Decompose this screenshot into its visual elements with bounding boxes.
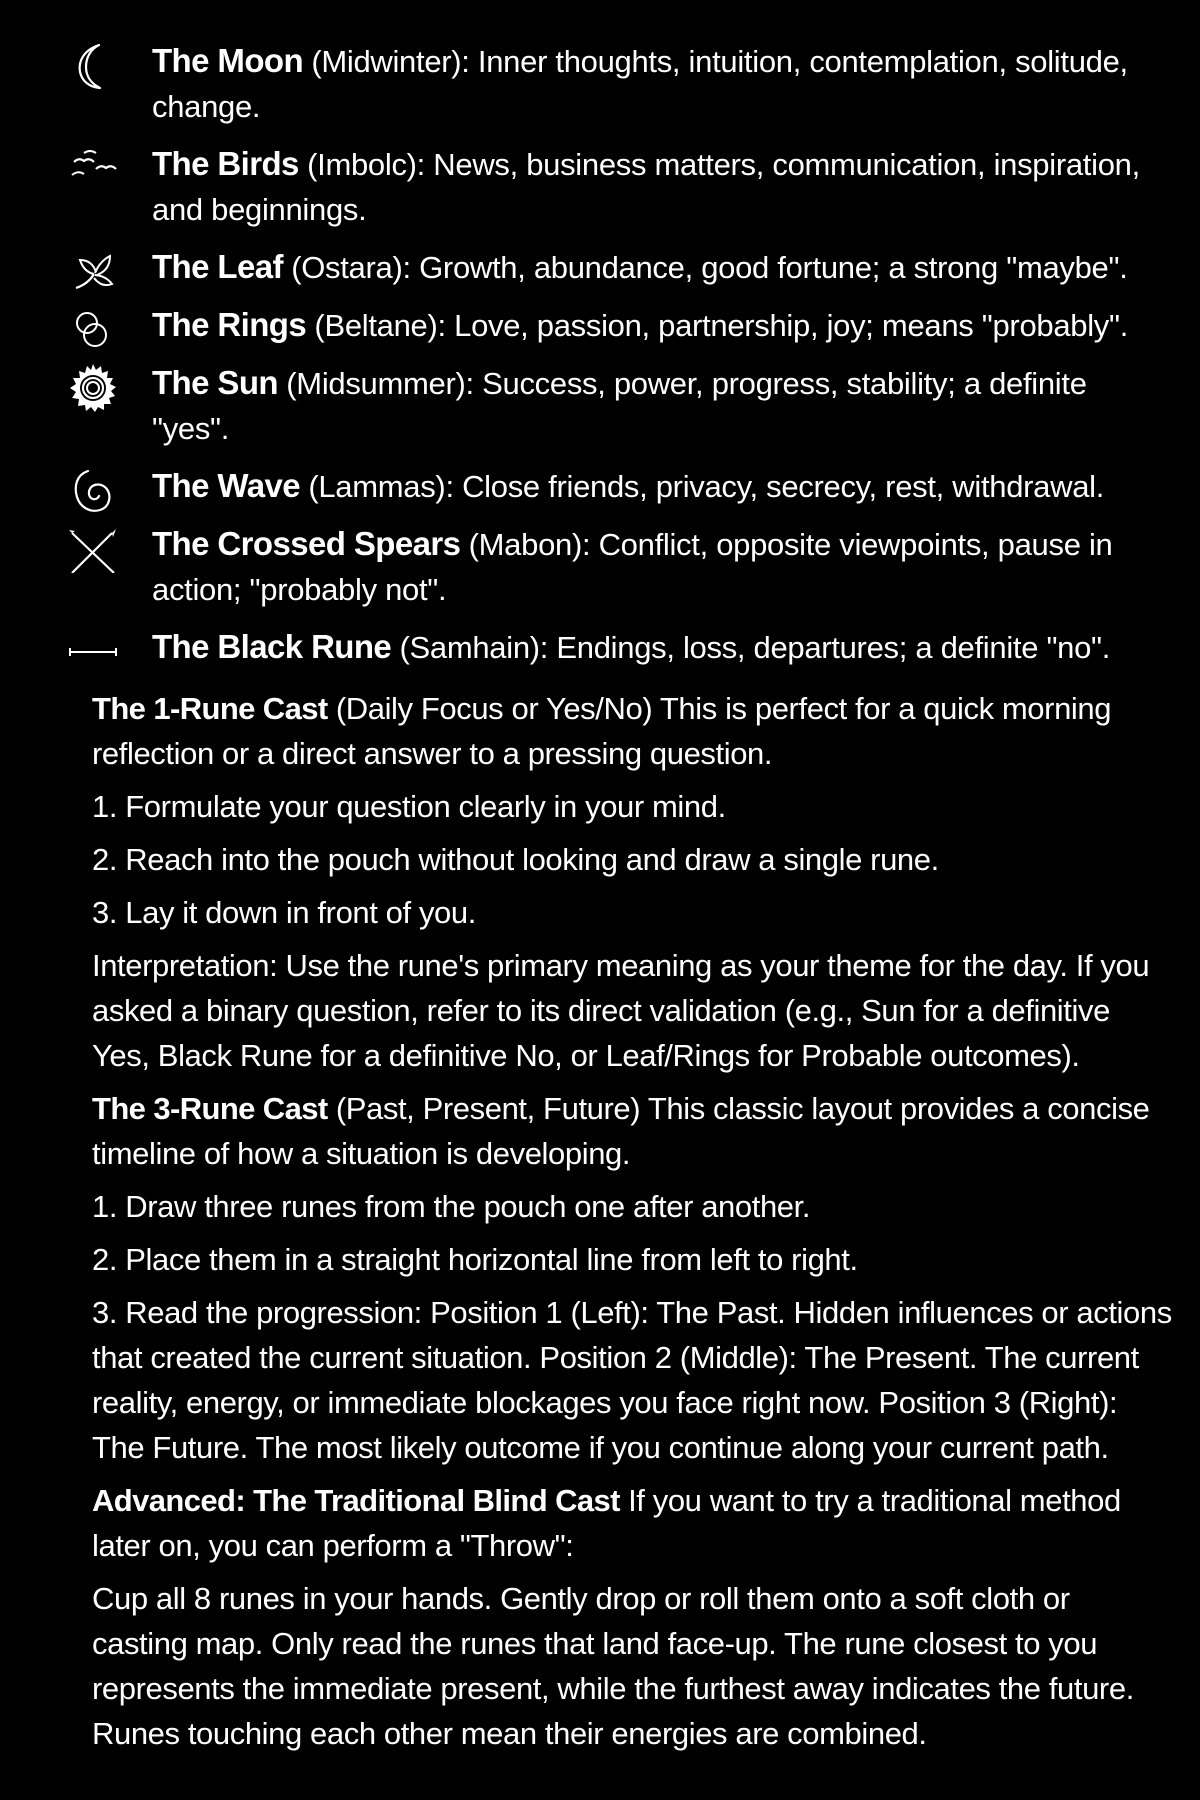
rune-description: (Midwinter): Inner thoughts, intuition, contemplation, solitude, change.	[152, 44, 1128, 124]
wave-spiral-icon	[66, 467, 120, 515]
rune-name: The Leaf	[152, 248, 283, 285]
rune-description: (Samhain): Endings, loss, departures; a definite "no".	[391, 630, 1111, 665]
cast1-intro	[92, 686, 1172, 776]
rune-name: The Crossed Spears	[152, 525, 461, 562]
cast1-step-3: 3. Lay it down in front of you.	[92, 895, 476, 930]
cast1-step-2: 2. Reach into the pouch without looking and draw a single rune.	[92, 842, 939, 877]
rings-icon	[66, 306, 120, 354]
rune-description: (Lammas): Close friends, privacy, secrecy, rest, withdrawal.	[300, 469, 1105, 504]
cast3-step-2: 2. Place them in a straight horizontal line from left to right.	[92, 1242, 858, 1277]
black-rune-line-icon	[66, 628, 120, 676]
rune-description: (Midsummer): Success, power, progress, stability; a definite "yes".	[152, 366, 1087, 446]
rune-moon	[0, 38, 1200, 129]
rune-name: The Rings	[152, 306, 307, 343]
advanced-intro	[92, 1478, 1172, 1568]
casting-guide	[92, 686, 1172, 1764]
rune-name: The Black Rune	[152, 628, 392, 665]
cast3-intro	[92, 1086, 1172, 1176]
rune-name: The Moon	[152, 42, 303, 79]
rune-sun	[0, 360, 1200, 451]
sun-icon	[66, 364, 120, 412]
crossed-spears-icon	[66, 525, 120, 573]
rune-description: (Ostara): Growth, abundance, good fortune; a strong "maybe".	[282, 250, 1128, 285]
crescent-moon-icon	[66, 42, 120, 90]
cast3-intro-text: (Past, Present, Future) This classic layout provides a concise timeline of how a situation is developing.	[92, 1091, 1150, 1171]
rune-description: (Imbolc): News, business matters, communication, inspiration, and beginnings.	[152, 147, 1140, 227]
advanced-body: Cup all 8 runes in your hands. Gently drop or roll them onto a soft cloth or casting map. Only read the runes that land face-up. The rune closest to you represents the immediate present, while the furthest away indicates the future. Runes touching each other mean their energies are combined.	[92, 1581, 1134, 1751]
cast3-step-3: 3. Read the progression: Position 1 (Left): The Past. Hidden influences or actions that created the current situation. Position 2 (Middle): The Present. The current reality, energy, or immediate blockages you face right now. Position 3 (Right): The Future. The most likely outcome if you continue along your current path.	[92, 1295, 1172, 1465]
cast1-interpretation: Interpretation: Use the rune's primary meaning as your theme for the day. If you asked a binary question, refer to its direct validation (e.g., Sun for a definitive Yes, Black Rune for a definitive No, or Leaf/Rings for Probable outcomes).	[92, 948, 1150, 1073]
birds-icon	[66, 145, 120, 193]
rune-name: The Sun	[152, 364, 278, 401]
rune-wave	[0, 463, 1200, 509]
rune-meanings-list	[0, 38, 1200, 682]
rune-name: The Wave	[152, 467, 301, 504]
leaf-icon	[66, 248, 120, 296]
rune-black-rune	[0, 624, 1200, 670]
rune-description: (Mabon): Conflict, opposite viewpoints, pause in action; "probably not".	[152, 527, 1113, 607]
rune-description: (Beltane): Love, passion, partnership, joy; means "probably".	[306, 308, 1129, 343]
cast1-step-1: 1. Formulate your question clearly in your mind.	[92, 789, 726, 824]
cast3-step-1: 1. Draw three runes from the pouch one after another.	[92, 1189, 811, 1224]
rune-leaf	[0, 244, 1200, 290]
cast3-heading: The 3-Rune Cast	[92, 1091, 328, 1126]
cast1-intro-text: (Daily Focus or Yes/No) This is perfect for a quick morning reflection or a direct answer to a pressing question.	[92, 691, 1112, 771]
rune-name: The Birds	[152, 145, 299, 182]
rune-rings	[0, 302, 1200, 348]
cast1-heading: The 1-Rune Cast	[92, 691, 328, 726]
advanced-intro-text: If you want to try a traditional method later on, you can perform a "Throw":	[92, 1483, 1121, 1563]
rune-birds	[0, 141, 1200, 232]
advanced-heading: Advanced: The Traditional Blind Cast	[92, 1483, 620, 1518]
rune-crossed-spears	[0, 521, 1200, 612]
